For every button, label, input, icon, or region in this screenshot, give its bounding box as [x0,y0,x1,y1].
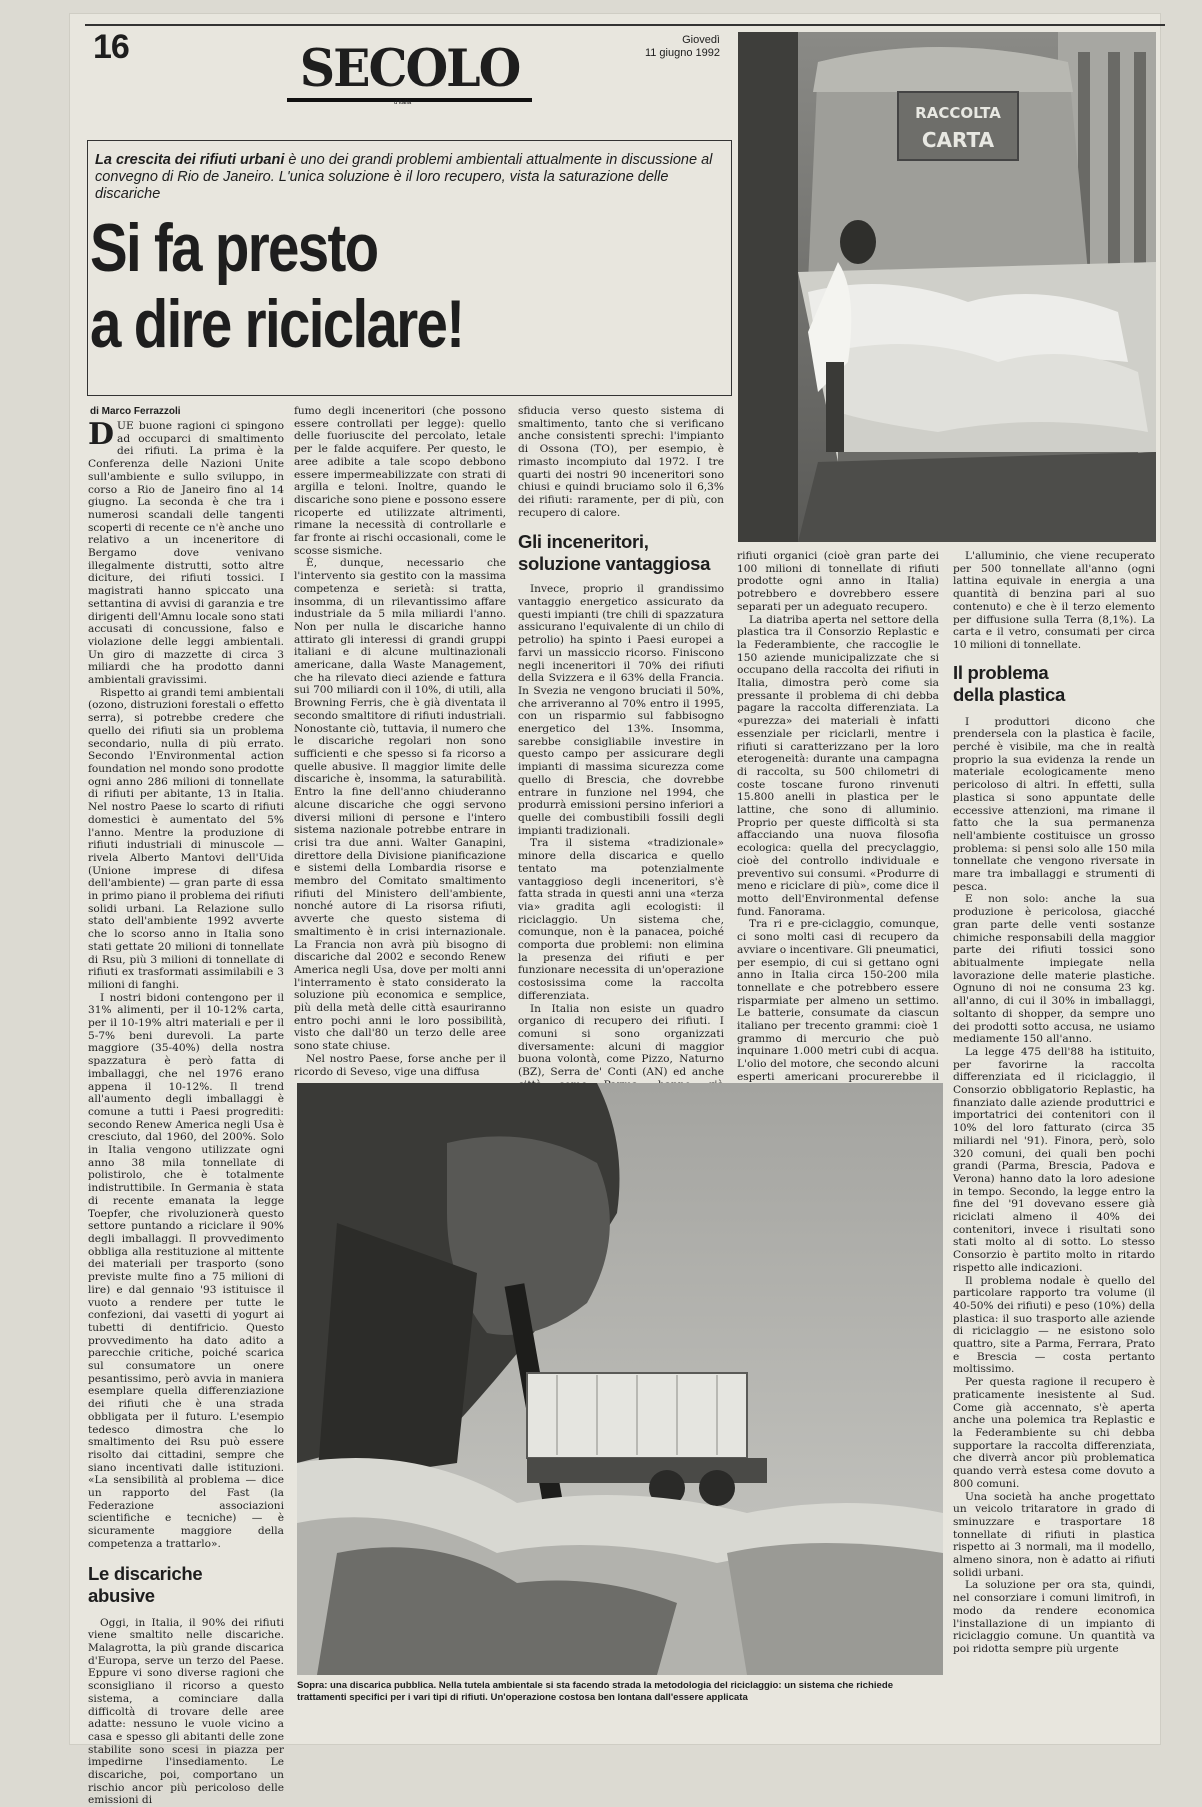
col2-paragraph-2: È, dunque, necessario che l'intervento sia gestito con la massima competenza e serietà: si tratta, insomma, di un rilevantissimo affare industriale da 5 mila miliardi l'anno. Non per nulla le discariche hanno attirato gli interessi di grandi gruppi italiani e di alcune multinazionali americane, dalla Waste Management, che ha rilevato dieci aziende e fattura sui 700 miliardi con il 10%, di utili, alla Browning Ferris, che è già diventata il secondo smaltitore di rifiuti industriali. Nonostante ciò, tuttavia, il numero che le discariche regolari non sono sufficienti e che spesso si fa ricorso a quelle abusive. Il maggior limite delle discariche è, insomma, la saturabilità. Entro la fine dell'anno chiuderanno alcune discariche che oggi servono diversi milioni di persone e l'intero sistema nazionale potrebbe entrare in crisi tra due anni. Walter Ganapini, direttore della Divisione pianificazione e sistemi della Lombardia risorse e membro del Comitato smaltimento rifiuti del Ministero dell'ambiente, nonché autore di La risorsa rifiuti, avverte che questo sistema di smaltimento è in crisi internazionale. La Francia non avrà più bisogno di discariche dal 2002 e secondo Renew America negli Usa, dove per molti anni l'interramento è stato considerato la soluzione più economica e semplice, più della metà delle città esauriranno entro pochi anni le loro possibilità, visto che dall'80 un terzo delle aree sono state chiuse. [294,557,506,1053]
masthead-title: SECOLO [299,37,520,99]
photo-landfill-truck [297,1083,943,1675]
subhead-discariche-line-1: Le discariche [88,1562,203,1584]
photo-landfill-graphic [297,1083,943,1675]
top-rule [85,24,1165,26]
col1-paragraph-4: Oggi, in Italia, il 90% dei rifiuti viene smaltito nelle discariche. Malagrotta, la più grande discarica d'Europa, serve un terzo del Paese. Eppure vi sono diverse ragioni che sconsigliano il ricorso a questo sistema, a cominciare dalla difficoltà di trovare delle aree adatte: nessuno le vuole vicino a casa e spesso gli abitanti delle zone stabilite sono scesi in piazza per impedirne l'insediamento. Le discariche, poi, comportano un rischio ancor più pericoloso delle emissioni di [88,1616,284,1807]
article-headline [90,210,596,362]
subhead-inceneritori [518,531,724,575]
header-box-left-rule [87,140,88,395]
subhead-plastica-line-2: della plastica [953,683,1065,705]
weekday: Giovedì [682,34,720,46]
kicker-bold: La crescita dei rifiuti urbani [95,152,285,168]
masthead-subtitle: d'Italia [394,100,412,106]
headline-line-2: a dire riciclare! [90,286,464,362]
photo-caption: Sopra: una discarica pubblica. Nella tutela ambientale si sta facendo strada la metodologia del riciclaggio: un sistema che richiede trattamenti specifici per i vari tipi di rifiuti. Un'operazione costosa ben lontana dall'essere applicata [297,1680,894,1703]
col5-paragraph-8: La soluzione per ora sta, quindi, nel consorziare i comuni limitrofi, in modo da rendere economica l'installazione di un impianto di riciclaggio comune. Un quantità va poi ridotta sempre più urgente [953,1579,1155,1655]
dateline [610,34,720,60]
col1-paragraph-1: UE buone ragioni ci spingono ad occuparci di smaltimento dei rifiuti. La prima è la Conferenza delle Nazioni Unite sull'ambiente e sullo sviluppo, in corso a Rio de Janeiro fino al 14 giugno. La seconda è che tra i numerosi scandali delle tangenti scoperti di recente ce n'è anche uno relativo a un inceneritore di Bergamo dove venivano illegalmente distrutti, sotto altre diciture, dei rifiuti tossici. I magistrati hanno spiccato una settantina di avvisi di garanzia e tre dirigenti dell'Amnu locale sono stati accusati di concussione, falso e violazione delle leggi ambientali. Un giro di mazzette di circa 3 miliardi che ha prodotto danni ambientali gravissimi. [88,420,284,687]
col4-paragraph-3: Tra ri e pre-ciclaggio, comunque, ci sono molti casi di recupero da avviare o incentivare. Gli pneumatici, per esempio, di cui si gettano ogni anno in Italia circa 150-200 mila tonnellate e che potrebbero essere risparmiate per almeno un settimo. Le batterie, consumate da ciascun italiano per trecento grammi: cioè 1 grammo di mercurio che può inquinare 1.000 metri cubi di acqua. L'olio del motore, che secondo alcuni esperti americani procurerebbe il [737,918,939,1083]
subhead-inceneritori-line-1: Gli inceneritori, [518,531,649,553]
col2-paragraph-3: Nel nostro Paese, forse anche per il ricordo di Seveso, vige una diffusa [294,1052,506,1078]
photo-paper-recycling-graphic [738,32,1156,542]
page-number: 16 [93,28,129,66]
article-column-4 [737,550,939,1083]
col5-paragraph-5: Il problema nodale è quello del particolare rapporto tra volume (il 40-50% dei rifiuti) e peso (10%) della plastica: il suo trasporto alle aziende di riciclaggio — ne esistono solo quattro, site a Parma, Ferrara, Prato e Brescia — costa pertanto moltissimo. [953,1274,1155,1376]
subhead-plastica [953,662,1155,706]
article-column-1 [88,417,285,1807]
col3-paragraph-4: In Italia non esiste un quadro organico di recupero dei rifiuti. I comuni si sono organizzati diversamente: alcuni di maggior buona volontà, come Pizzo, Naturno (BZ), Serra de' Conti (AN) ed anche [518,1002,724,1079]
article-column-3 [518,405,724,1080]
col3-paragraph-3: Tra il sistema «tradizionale» minore della discarica e quello tentato ma potenzialmente vantaggioso degli inceneritori, s'è fatta strada in questi anni una «terza via» gradita agli ecologisti: il riciclaggio. Un sistema che, comunque, non è la panacea, poiché comporta due problemi: non elimina la presenza dei rifiuti e per funzionare necessita di un'operazione costosissima come la raccolta differenziata. [518,837,724,1002]
col5-paragraph-1: L'alluminio, che viene recuperato per 500 tonnellate all'anno (ogni lattina equivale in energia a una quantità di benzina pari al suo contenuto) e che è il terzo elemento per diffusione sulla Terra (8,1%). La carta e il vetro, consumati per circa 10 milioni di tonnellate. [953,550,1155,651]
header-box-right-rule [731,140,732,395]
date: 11 giugno 1992 [644,47,720,59]
subhead-discariche [88,1563,284,1607]
col3-paragraph-2: Invece, proprio il grandissimo vantaggio energetico assicurato da questi impianti (tre chili di spazzatura assicurano l'equivalente di un chilo di petrolio) ha spinto i Paesi europei a farvi un massiccio ricorso. Finiscono negli inceneritori il 70% dei rifiuti della Svizzera e il 63% della Francia. In Svezia ne vengono bruciati il 50%, che arriveranno al 70% entro il 1995, con un risparmio sul fabbisogno energetico del 13%. Insomma, sarebbe consigliabile investire in questo campo per assicurare degli impianti di massima sicurezza come quello di Brescia, che dovrebbe entrare in funzione nel 1994, che produrrà emissioni persino inferiori a quelle dei combustibili fossili degli impianti tradizionali. [518,583,724,837]
masthead [287,37,532,106]
subhead-discariche-line-2: abusive [88,1584,155,1606]
col5-paragraph-6: Per questa ragione il recupero è praticamente inesistente al Sud. Come già accennato, s'è aperta anche una polemica tra Replastic e la Federambiente su chi debba supportare la raccolta differenziata, che diverrà ancor più problematica quando verrà estesa come dovuto a 800 comuni. [953,1376,1155,1490]
col5-paragraph-7: Una società ha anche progettato un veicolo tritaratore in grado di sminuzzare e trasportare 18 tonnellate di rifiuti in plastica rispetto ai 3 normali, ma il modello, almeno sinora, non è adatto ai rifiuti solidi urbani. [953,1490,1155,1579]
col5-paragraph-3: E non solo: anche la sua produzione è pericolosa, giacché gran parte delle venti sostanze chimiche responsabili della maggior parte dei rifiuti tossici sono abitualmente impiegate nella lavorazione delle materie plastiche. Ognuno di noi ne consuma 23 kg. all'anno, di cui il 30% in imballaggi, soltanto di shopper, da sempre uno dei prodotti sotto accusa, ne usiamo mediamente 150 all'anno. [953,893,1155,1046]
col5-paragraph-2: I produttori dicono che prendersela con la plastica è facile, perché è visibile, ma che in realtà proprio la sua evidenza la rende un materiale ecologicamente meno pericoloso di altri. In effetti, sulla plastica si sono appuntate delle eccessive attenzioni, ma rimane il fatto che la sua permanenza nell'ambiente costituisce un grosso problema: si pensi solo alle 150 mila tonnellate che vengono riversate in mare tra imballaggi e strumenti di pesca. [953,715,1155,893]
header-box-top-rule [87,140,732,141]
kicker-text: è uno dei grandi problemi ambientali attualmente in discussione al convegno di Rio de Janeiro. L'unica soluzione è il loro recupero, vista la saturazione delle discariche [95,152,713,202]
article-byline: di Marco Ferrazzoli [90,406,181,417]
col2-paragraph-1: fumo degli inceneritori (che possono essere controllati per legge): quello delle fuoriuscite del percolato, letale per le falde acquifere. Per questo, le aree adibite a tale scopo debbono essere impermeabilizzate con strati di argilla e teloni. Inoltre, quando le discariche sono piene e possono essere ricoperte ed utilizzate altrimenti, rimane la necessità di controllarle e far fronte ai rischi occasionali, come le scosse sismiche. [294,405,506,557]
col1-paragraph-2: Rispetto ai grandi temi ambientali (ozono, distruzioni forestali o effetto serra), si potrebbe credere che quello dei rifiuti sia un problema secondario, nulla di più errato. Secondo l'Environmental action foundation nel mondo sono prodotte ogni anno 286 milioni di tonnellate di rifiuti per abitante, 13 in Italia. Nel nostro Paese lo scarto di rifiuti domestici è aumentato del 5% l'anno. Mentre la produzione di rifiuti industriali di minuscole — rivela Alberto Mantovi dell'Uida (Unione imprese di difesa dell'ambiente) — gran parte di essa in primo piano il problema dei rifiuti solidi urbani. La Relazione sullo stato dell'ambiente 1992 avverte che lo scorso anno in Italia sono stati gettate 20 milioni di tonnellate di Rsu, più 3 milioni di tonnellate di rifiuti ex trasformati assimilabili e 3 milioni di fanghi. [88,686,285,991]
col4-paragraph-2: La diatriba aperta nel settore della plastica tra il Consorzio Replastic e la Federambiente, che raccoglie le 150 aziende municipalizzate che si occupano della raccolta dei rifiuti in Italia, dimostra però come sia pressante il problema di chi debba pagare la raccolta differenziata. La «purezza» dei materiali è infatti essenziale per riciclarli, mentre i rifiuti si caratterizzano per la loro eterogeneità: durante una campagna di raccolta, su 500 chilometri di coste toscane furono rinvenuti 15.800 anelli in plastica per le lattine, che sono di alluminio. Proprio per queste difficoltà si sta affacciando una nuova filosofia ecologica: quella del precyclaggio, cioè del controllo individuale e preventivo sui consumi. «Produrre di meno e riciclare di più», come dice il motto dell'Environmental defense fund. Fanorama. [737,613,939,918]
dropcap: D [88,417,115,452]
col1-paragraph-3: I nostri bidoni contengono per il 31% alimenti, per il 10-12% carta, per il 10-19% altri materiali e per il 5-7% beni durevoli. La parte maggiore (35-40%) della nostra spazzatura è però fatta di imballaggi, che nel 1976 erano appena il 10-12%. Il trend all'aumento degli imballaggi è comune a tutti i Paesi progrediti: secondo Renew America negli Usa è cresciuto, dal 1960, del 200%. Solo in Italia vengono utilizzate ogni anno 38 mila tonnellate di polistirolo, che è totalmente indistruttibile. In Germania è stata di recente emanata la legge Toepfer, che rivoluzionerà questo settore puntando a riciclare il 90% degli imballaggi. Il provvedimento obbliga alla restituzione al mittente dei materiali per trasporto (sono previste multe fino a 75 milioni di lire) e dal gennaio '93 istituisce il vuoto a rendere per tutte le confezioni, dai vasetti di yogurt ai tubetti di dentifricio. Questo provvedimento ha dato adito a parecchie critiche, poiché scarica sul consumatore un onere pesantissimo, però avvia in maniera esemplare quella differenziazione dei rifiuti che è una strada obbligata per il futuro. L'esempio tedesco dimostra che lo smaltimento dei Rsu può essere risolto dai cittadini, sempre che siano incentivati dalle istituzioni. «La sensibilità al problema — dice un rapporto del Fast (la Federazione associazioni scientifiche e tecniche) — è sicuramente maggiore della competenza a trattarlo». [88,991,284,1550]
article-column-2 [294,405,506,1080]
article-kicker [95,152,725,203]
col4-paragraph-1: rifiuti organici (cioè gran parte dei 100 milioni di tonnellate di rifiuti prodotte ogni anno in Italia) potrebbero e dovrebbero essere separati per un adeguato recupero. [737,550,939,613]
photo-paper-recycling-bin [738,32,1156,542]
subhead-inceneritori-line-2: soluzione vantaggiosa [518,553,711,575]
header-box-bottom-rule [87,395,732,396]
bin-label-line-1: RACCOLTA [915,104,1001,122]
subhead-plastica-line-1: Il problema [953,661,1049,683]
article-column-5 [953,550,1155,1720]
bin-label-line-2: CARTA [921,128,995,152]
col5-paragraph-4: La legge 475 dell'88 ha istituito, per favorirne la raccolta differenziata ed il riciclaggio, il Consorzio obbligatorio Replastic, ha finanziato dalle aziende produttrici e importatrici dei contenitori con il 10% del loro fatturato (circa 35 miliardi nel '91). Finora, però, solo 320 comuni, dei quali ben pochi grandi (Parma, Brescia, Padova e Verona) hanno dato la loro adesione in tempo. Secondo, la legge entro la fine del '91 dovevano essere già riciclati almeno il 40% dei contenitori, invece i risultati sono stati molto al di sotto. Lo stesso Consorzio è partito molto in ritardo rispetto alle indicazioni. [953,1045,1155,1274]
col3-paragraph-1: sfiducia verso questo sistema di smaltimento, tanto che si verificano anche consistenti sprechi: l'impianto di Ossona (TO), per esempio, è rimasto incompiuto dal 1972. I tre quarti dei nostri 90 inceneritori sono chiusi e quindi bruciamo solo il 6,3% dei rifiuti: raramente, per di più, con recupero di calore. [518,405,724,519]
headline-line-1: Si fa presto [90,210,378,286]
